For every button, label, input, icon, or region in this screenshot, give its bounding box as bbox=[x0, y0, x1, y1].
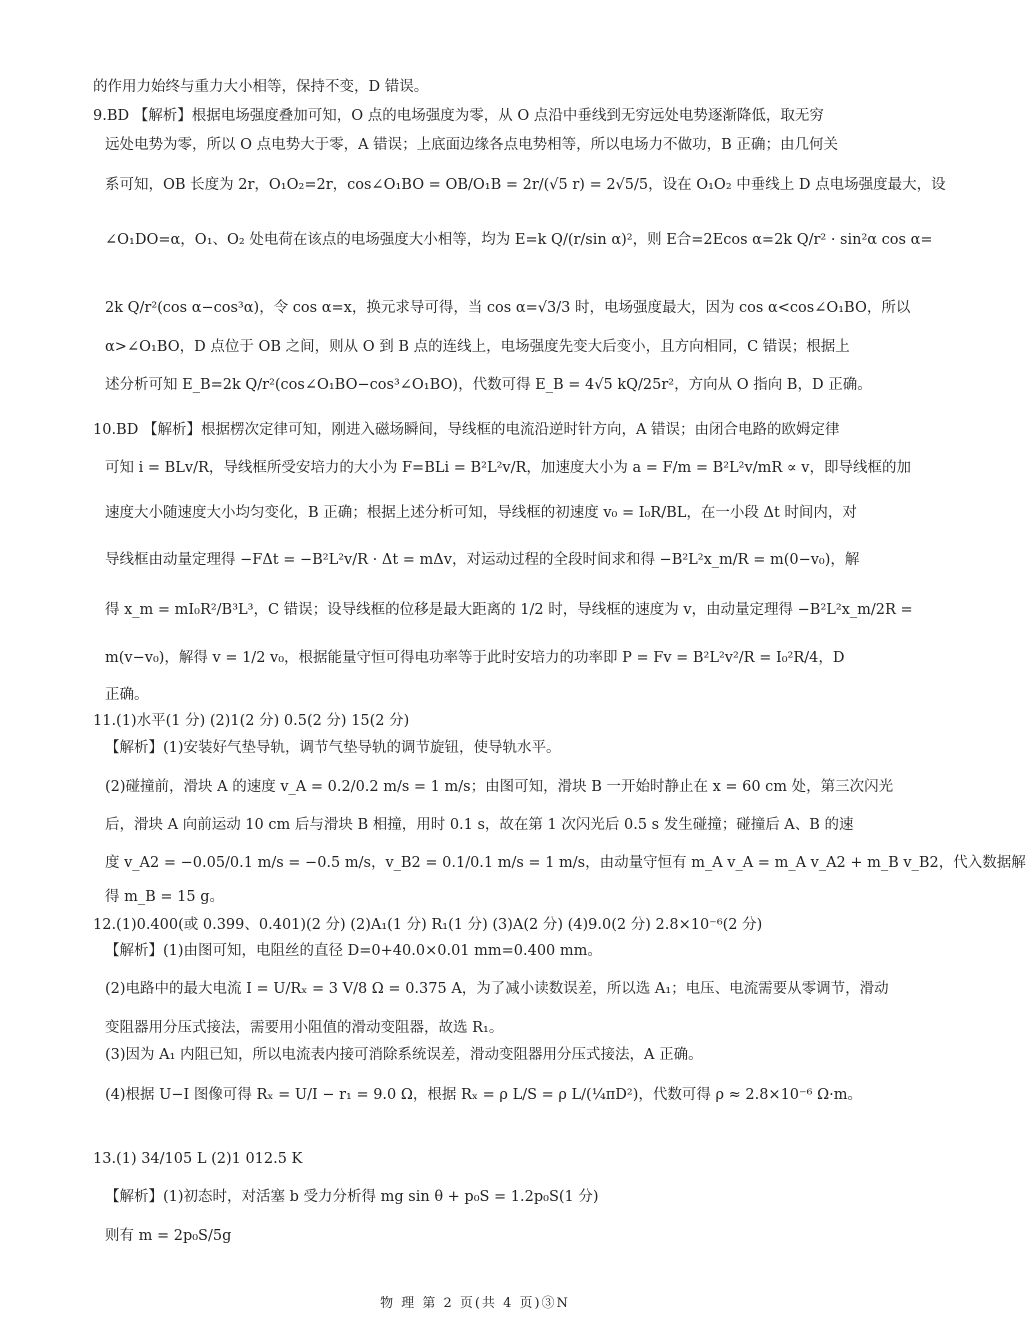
text-line: (2)电路中的最大电流 I = U/Rₓ = 3 V/8 Ω = 0.375 A，为了减小读数误差，所以选 A₁；电压、电流需要从零调节，滑动 bbox=[105, 981, 889, 997]
text-line: 述分析可知 E_B=2k Q/r²(cos∠O₁BO−cos³∠O₁BO)，代数可得 E_B = 4√5 kQ/25r²，方向从 O 指向 B，D 正确。 bbox=[105, 377, 872, 393]
text-line: 2k Q/r²(cos α−cos³α)，令 cos α=x，换元求导可得，当 cos α=√3/3 时，电场强度最大，因为 cos α<cos∠O₁BO，所以 bbox=[105, 300, 911, 316]
page-footer: 物 理 第 2 页(共 4 页)③N bbox=[380, 1296, 570, 1311]
text-line: 9.BD 【解析】根据电场强度叠加可知，O 点的电场强度为零，从 O 点沿中垂线到无穷远处电势逐渐降低，取无穷 bbox=[93, 108, 824, 124]
text-line: (4)根据 U−I 图像可得 Rₓ = U/I − r₁ = 9.0 Ω，根据 Rₓ = ρ L/S = ρ L/(¼πD²)，代数可得 ρ ≈ 2.8×10⁻⁶ Ω·m。 bbox=[105, 1087, 862, 1103]
text-line: 10.BD 【解析】根据楞次定律可知，刚进入磁场瞬间，导线框的电流沿逆时针方向，A 错误；由闭合电路的欧姆定律 bbox=[93, 422, 840, 438]
text-line: α>∠O₁BO，D 点位于 OB 之间，则从 O 到 B 点的连线上，电场强度先变大后变小，且方向相同，C 错误；根据上 bbox=[105, 339, 850, 355]
text-line: 【解析】(1)由图可知，电阻丝的直径 D=0+40.0×0.01 mm=0.400 mm。 bbox=[105, 943, 602, 959]
text-line: 13.(1) 34/105 L (2)1 012.5 K bbox=[93, 1151, 303, 1167]
text-line: 可知 i = BLv/R，导线框所受安培力的大小为 F=BLi = B²L²v/R，加速度大小为 a = F/m = B²L²v/mR ∝ v，即导线框的加 bbox=[105, 460, 911, 476]
text-line: 得 x_m = mI₀R²/B³L³，C 错误；设导线框的位移是最大距离的 1/2 时，导线框的速度为 v，由动量定理得 −B²L²x_m/2R = bbox=[105, 602, 913, 618]
text-line: 【解析】(1)初态时，对活塞 b 受力分析得 mg sin θ + p₀S = 1.2p₀S(1 分) bbox=[105, 1189, 599, 1205]
text-line: m(v−v₀)，解得 v = 1/2 v₀，根据能量守恒可得电功率等于此时安培力的功率即 P = Fv = B²L²v²/R = I₀²R/4，D bbox=[105, 650, 845, 666]
text-line: 得 m_B = 15 g。 bbox=[105, 889, 224, 905]
text-line: 正确。 bbox=[105, 687, 149, 703]
text-line: 远处电势为零，所以 O 点电势大于零，A 错误；上底面边缘各点电势相等，所以电场力不做功，B 正确；由几何关 bbox=[105, 137, 838, 153]
text-line: 的作用力始终与重力大小相等，保持不变，D 错误。 bbox=[93, 79, 429, 95]
text-line: (2)碰撞前，滑块 A 的速度 v_A = 0.2/0.2 m/s = 1 m/s；由图可知，滑块 B 一开始时静止在 x = 60 cm 处，第三次闪光 bbox=[105, 779, 894, 795]
text-line: 度 v_A2 = −0.05/0.1 m/s = −0.5 m/s，v_B2 = 0.1/0.1 m/s = 1 m/s，由动量守恒有 m_A v_A = m_A v_A2 + m_B v_B2，代入数据解 bbox=[105, 855, 1026, 871]
text-line: (3)因为 A₁ 内阻已知，所以电流表内接可消除系统误差，滑动变阻器用分压式接法，A 正确。 bbox=[105, 1047, 703, 1063]
text-line: 11.(1)水平(1 分) (2)1(2 分) 0.5(2 分) 15(2 分) bbox=[93, 713, 410, 729]
text-line: 系可知，OB 长度为 2r，O₁O₂=2r，cos∠O₁BO = OB/O₁B = 2r/(√5 r) = 2√5/5，设在 O₁O₂ 中垂线上 D 点电场强度最大，设 bbox=[105, 177, 946, 193]
text-line: 变阻器用分压式接法，需要用小阻值的滑动变阻器，故选 R₁。 bbox=[105, 1020, 504, 1036]
text-line: 12.(1)0.400(或 0.399、0.401)(2 分) (2)A₁(1 分) R₁(1 分) (3)A(2 分) (4)9.0(2 分) 2.8×10⁻⁶(2 分) bbox=[93, 917, 763, 933]
text-line: 【解析】(1)安装好气垫导轨，调节气垫导轨的调节旋钮，使导轨水平。 bbox=[105, 740, 561, 756]
text-line: 速度大小随速度大小均匀变化，B 正确；根据上述分析可知，导线框的初速度 v₀ = I₀R/BL，在一小段 Δt 时间内，对 bbox=[105, 505, 857, 521]
text-line: 后，滑块 A 向前运动 10 cm 后与滑块 B 相撞，用时 0.1 s，故在第 1 次闪光后 0.5 s 发生碰撞；碰撞后 A、B 的速 bbox=[105, 817, 854, 833]
text-line: 则有 m = 2p₀S/5g bbox=[105, 1228, 232, 1244]
text-line: ∠O₁DO=α，O₁、O₂ 处电荷在该点的电场强度大小相等，均为 E=k Q/(r/sin α)²，则 E合=2Ecos α=2k Q/r² · sin²α cos α= bbox=[105, 232, 933, 248]
text-line: 导线框由动量定理得 −FΔt = −B²L²v/R · Δt = mΔv，对运动过程的全段时间求和得 −B²L²x_m/R = m(0−v₀)，解 bbox=[105, 552, 860, 568]
